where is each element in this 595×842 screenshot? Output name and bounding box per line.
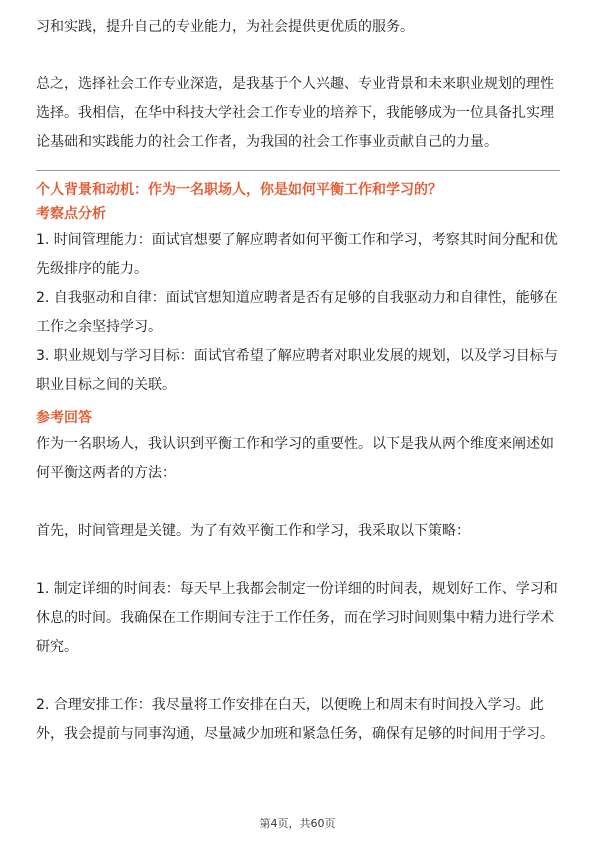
- analysis-item-3: 3. 职业规划与学习目标：面试官希望了解应聘者对职业发展的规划，以及学习目标与职业目标之间的关联。: [36, 348, 558, 393]
- paragraph-gap: [36, 42, 560, 70]
- strategy-2: 2. 合理安排工作：我尽量将工作安排在白天，以便晚上和周末有时间投入学习。此外，我会提前与同事沟通，尽量减少加班和紧急任务，确保有足够的时间用于学习。: [36, 697, 554, 742]
- interview-question: 个人背景和动机：作为一名职场人，你是如何平衡工作和学习的？: [36, 182, 442, 198]
- analysis-item-1: 1. 时间管理能力：面试官想要了解应聘者如何平衡工作和学习，考察其时间分配和优先级排序的能力。: [36, 232, 558, 277]
- paragraph-gap: [36, 488, 560, 517]
- paragraph-gap: [36, 546, 560, 575]
- strategy-1: 1. 制定详细的时间表：每天早上我都会制定一份详细的时间表，规划好工作、学习和休息的时间。我确保在工作期间专注于工作任务，而在学习时间则集中精力进行学术研究。: [36, 581, 558, 655]
- page-content: [36, 13, 560, 749]
- answer-opening: 作为一名职场人，我认识到平衡工作和学习的重要性。以下是我从两个维度来阐述如何平衡这两者的方法：: [36, 436, 554, 481]
- analysis-item-2: 2. 自我驱动和自律：面试官想知道应聘者是否有足够的自我驱动力和自律性，能够在工作之余坚持学习。: [36, 290, 558, 335]
- paragraph-gap: [36, 662, 560, 691]
- page-footer: 第4页，共60页: [259, 817, 336, 830]
- section-divider: [36, 170, 560, 171]
- analysis-heading: 考察点分析: [36, 206, 106, 222]
- answer-first: 首先，时间管理是关键。为了有效平衡工作和学习，我采取以下策略：: [36, 523, 470, 539]
- conclusion-paragraph: 总之，选择社会工作专业深造，是我基于个人兴趣、专业背景和未来职业规划的理性选择。我相信，在华中科技大学社会工作专业的培养下，我能够成为一位具备扎实理论基础和实践能力的社会工作者，为我国的社会工作事业贡献自己的力量。: [36, 76, 554, 150]
- intro-tail-paragraph: 习和实践，提升自己的专业能力，为社会提供更优质的服务。: [36, 19, 414, 35]
- answer-heading: 参考回答: [36, 410, 92, 426]
